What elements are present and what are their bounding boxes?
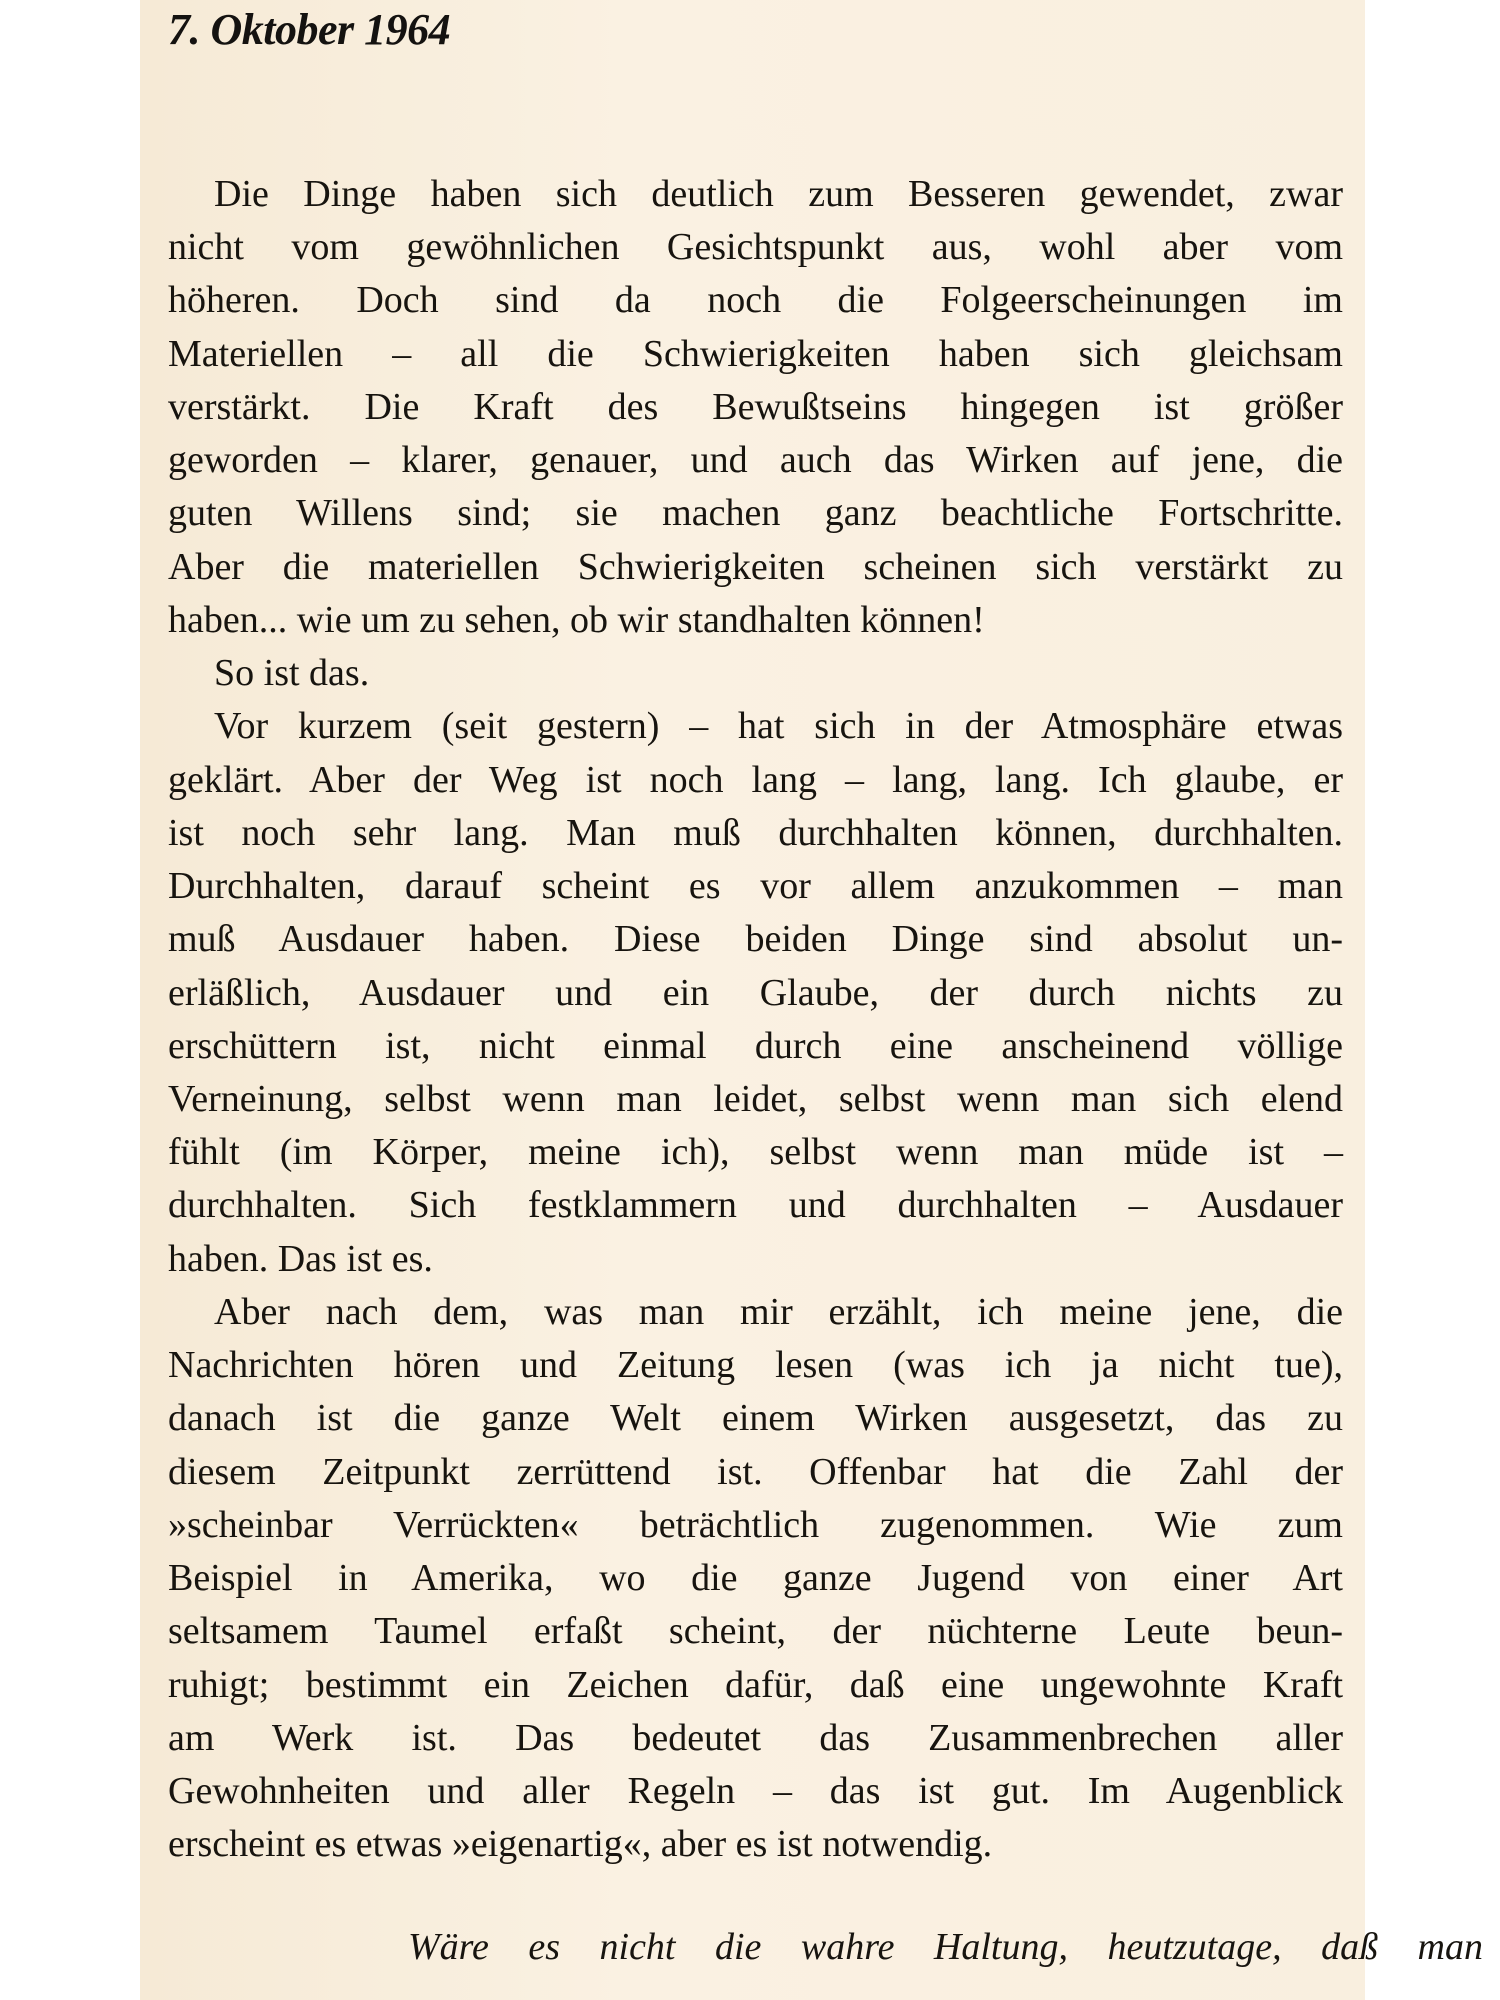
book-page bbox=[140, 0, 1483, 2000]
text-line: »scheinbar Verrückten« beträchtlich zugenommen. Wie zum bbox=[168, 1503, 1343, 1546]
text-line: muß Ausdauer haben. Diese beiden Dinge sind absolut un- bbox=[168, 918, 1343, 961]
text-line: seltsamem Taumel erfaßt scheint, der nüchterne Leute beun- bbox=[168, 1610, 1343, 1653]
italic-quote-line: Wäre es nicht die wahre Haltung, heutzutage, daß man bbox=[408, 1926, 1483, 1968]
text-line: Gewohnheiten und aller Regeln – das ist gut. Im Augenblick bbox=[168, 1770, 1343, 1813]
paragraph bbox=[168, 647, 1343, 700]
paragraph bbox=[168, 168, 1343, 647]
text-line: erläßlich, Ausdauer und ein Glaube, der durch nichts zu bbox=[168, 971, 1343, 1014]
text-line: nicht vom gewöhnlichen Gesichtspunkt aus, wohl aber vom bbox=[168, 226, 1343, 269]
text-line: Die Dinge haben sich deutlich zum Besseren gewendet, zwar bbox=[214, 173, 1343, 215]
text-line: geklärt. Aber der Weg ist noch lang – lang, lang. Ich glaube, er bbox=[168, 758, 1343, 801]
text-line: danach ist die ganze Welt einem Wirken ausgesetzt, das zu bbox=[168, 1397, 1343, 1440]
text-line: Durchhalten, darauf scheint es vor allem anzukommen – man bbox=[168, 865, 1343, 908]
text-line: durchhalten. Sich festklammern und durchhalten – Ausdauer bbox=[168, 1184, 1343, 1227]
text-line: Aber nach dem, was man mir erzählt, ich meine jene, die bbox=[214, 1290, 1343, 1333]
text-line: Verneinung, selbst wenn man leidet, selbst wenn man sich elend bbox=[168, 1077, 1343, 1120]
text-line: Materiellen – all die Schwierigkeiten haben sich gleichsam bbox=[168, 332, 1343, 375]
text-line: Beispiel in Amerika, wo die ganze Jugend von einer Art bbox=[168, 1557, 1343, 1600]
text-line: erschüttern ist, nicht einmal durch eine anscheinend völlige bbox=[168, 1024, 1343, 1067]
text-line: Aber die materiellen Schwierigkeiten scheinen sich verstärkt zu bbox=[168, 545, 1343, 588]
paragraph bbox=[168, 700, 1343, 1286]
text-line: haben... wie um zu sehen, ob wir standhalten können! bbox=[168, 598, 985, 641]
text-line: ist noch sehr lang. Man muß durchhalten können, durchhalten. bbox=[168, 811, 1343, 854]
text-line: verstärkt. Die Kraft des Bewußtseins hingegen ist größer bbox=[168, 385, 1343, 428]
text-line: fühlt (im Körper, meine ich), selbst wenn man müde ist – bbox=[168, 1131, 1343, 1174]
text-line: So ist das. bbox=[214, 652, 370, 695]
text-line: guten Willens sind; sie machen ganz beachtliche Fortschritte. bbox=[168, 492, 1343, 535]
text-line: geworden – klarer, genauer, und auch das Wirken auf jene, die bbox=[168, 439, 1343, 482]
text-line: haben. Das ist es. bbox=[168, 1237, 433, 1280]
text-line: diesem Zeitpunkt zerrüttend ist. Offenbar hat die Zahl der bbox=[168, 1450, 1343, 1493]
text-line: am Werk ist. Das bedeutet das Zusammenbrechen aller bbox=[168, 1716, 1343, 1759]
entry-body bbox=[168, 168, 1343, 1872]
text-line: höheren. Doch sind da noch die Folgeerscheinungen im bbox=[168, 279, 1343, 322]
text-line: Vor kurzem (seit gestern) – hat sich in der Atmosphäre etwas bbox=[214, 705, 1343, 748]
text-line: erscheint es etwas »eigenartig«, aber es ist notwendig. bbox=[168, 1823, 993, 1866]
text-line: ruhigt; bestimmt ein Zeichen dafür, daß eine ungewohnte Kraft bbox=[168, 1663, 1343, 1706]
entry-date-heading: 7. Oktober 1964 bbox=[168, 5, 451, 54]
text-line: Nachrichten hören und Zeitung lesen (was ich ja nicht tue), bbox=[168, 1344, 1343, 1387]
paragraph bbox=[168, 1286, 1343, 1872]
